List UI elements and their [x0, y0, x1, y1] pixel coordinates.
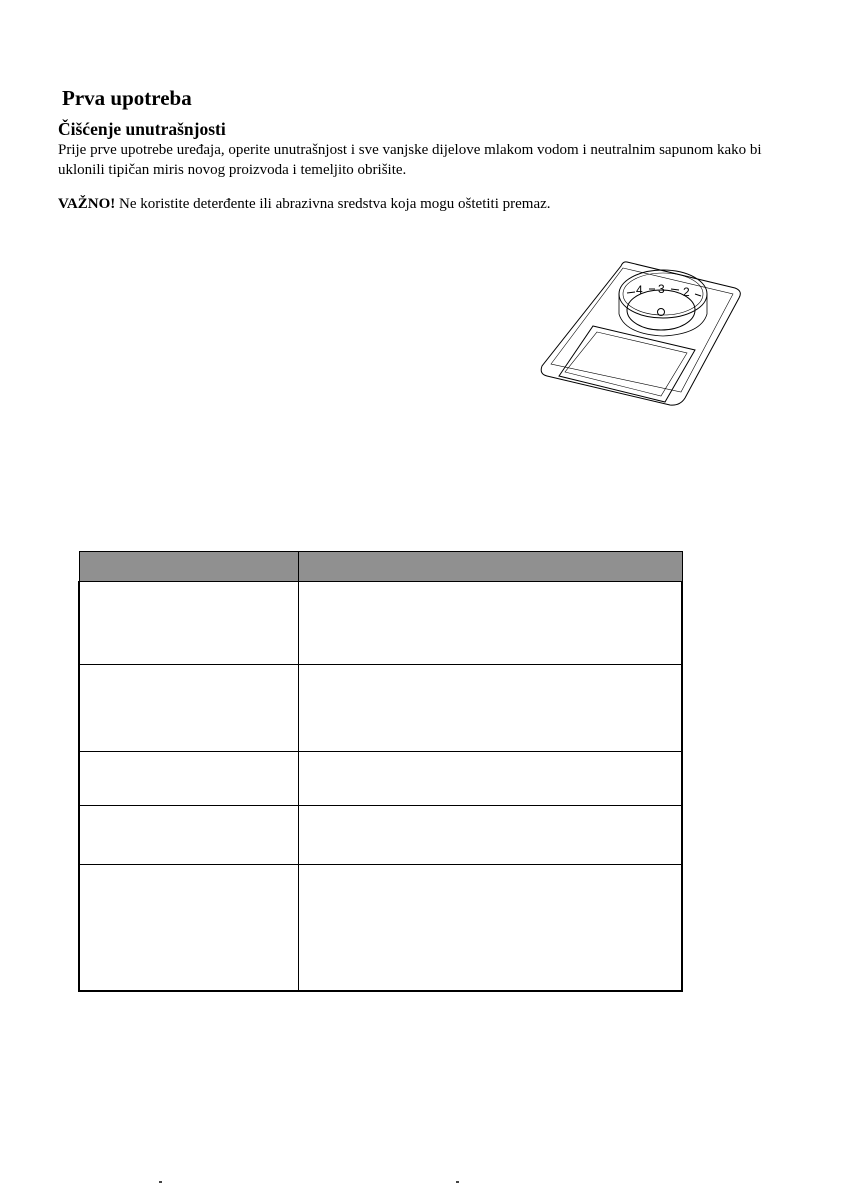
table-row [79, 752, 682, 806]
dial-number-3: 3 [658, 282, 665, 296]
table-cell [299, 865, 683, 991]
table-cell [299, 665, 683, 752]
dial-number-2: 2 [683, 285, 690, 299]
table-cell [79, 865, 299, 991]
table-row [79, 806, 682, 865]
important-label: VAŽNO! [58, 196, 116, 212]
settings-table [78, 551, 683, 992]
table-cell [299, 806, 683, 865]
table-cell [79, 806, 299, 865]
table-cell [299, 582, 683, 665]
table-cell [79, 665, 299, 752]
thermostat-panel-illustration [535, 258, 753, 416]
table-header-cell [299, 552, 683, 582]
important-note [58, 196, 551, 213]
table-header-cell [79, 552, 299, 582]
table-header-row [79, 552, 682, 582]
table-cell [79, 582, 299, 665]
scan-mark [159, 1181, 162, 1183]
important-text: Ne koristite deterđente ili abrazivna sredstva koja mogu oštetiti premaz. [115, 196, 551, 212]
table-row [79, 865, 682, 991]
cleaning-paragraph: Prije prve upotrebe uređaja, operite unutrašnjost i sve vanjske dijelove mlakom vodom i neutralnim sapunom kako bi uklonili tipičan miris novog proizvoda i temeljito obrišite. [58, 142, 762, 178]
dial-center [658, 309, 665, 316]
table-row [79, 582, 682, 665]
table-cell [299, 752, 683, 806]
scan-mark [456, 1181, 459, 1183]
dial-number-4: 4 [636, 283, 643, 297]
table-cell [79, 752, 299, 806]
table-row [79, 665, 682, 752]
page-title: Prva upotreba [62, 86, 192, 110]
section-title: Čišćenje unutrašnjosti [58, 119, 226, 139]
